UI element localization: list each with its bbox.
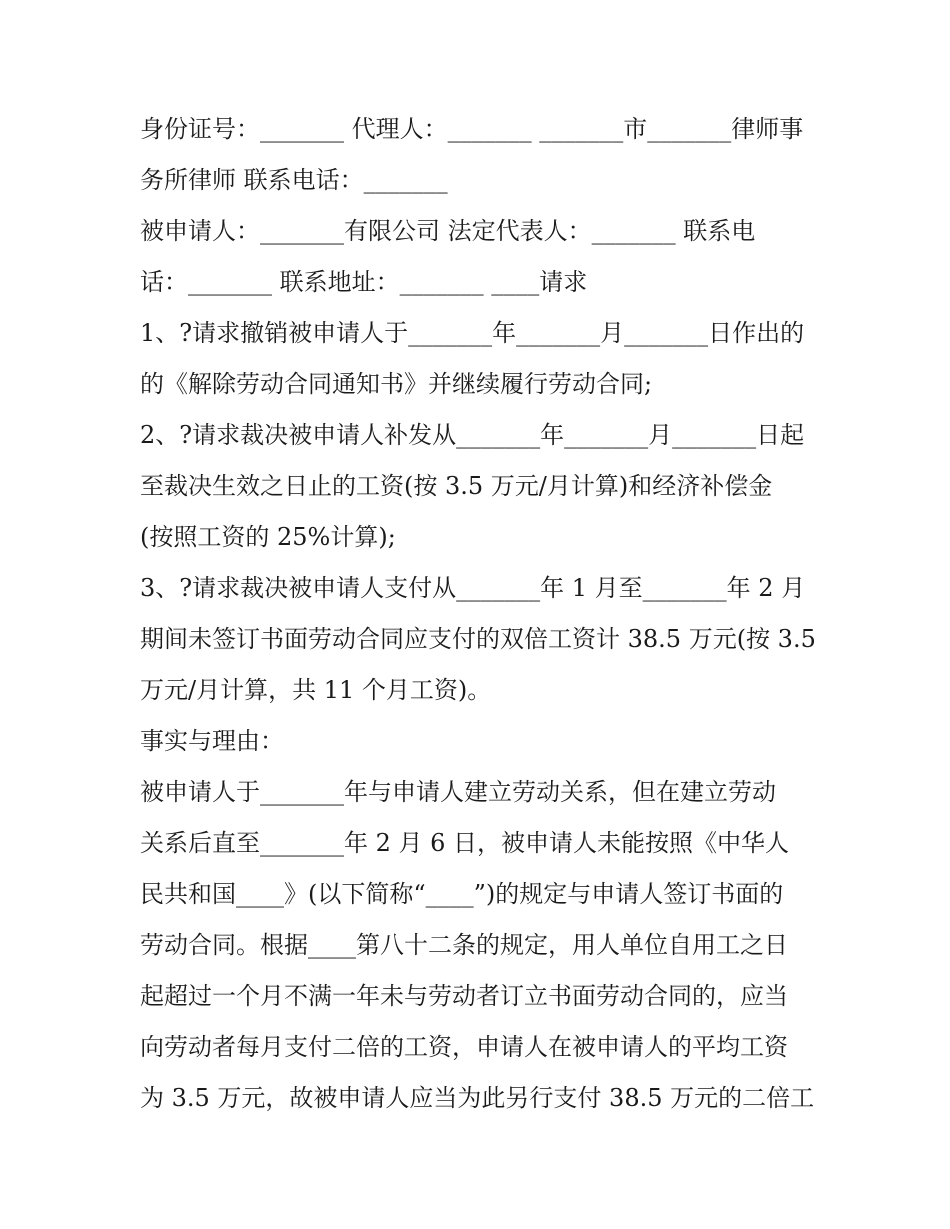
text-line: (按照工资的 25%计算);: [140, 523, 396, 551]
request-item-2: 2、?请求裁决被申请人补发从_______年_______月_______日起: [140, 421, 805, 449]
text-line: 万元/月计算，共 11 个月工资)。: [140, 676, 492, 704]
section-heading: 事实与理由：: [140, 727, 284, 755]
text-line: 民共和国____》(以下简称“____”)的规定与申请人签订书面的: [140, 880, 784, 908]
text-line: 向劳动者每月支付二倍的工资，申请人在被申请人的平均工资: [140, 1033, 788, 1061]
document-body: [140, 104, 820, 1124]
text-line: 的《解除劳动合同通知书》并继续履行劳动合同;: [140, 370, 653, 398]
text-line: 话：_______ 联系地址：_______ ____请求: [140, 268, 588, 296]
text-line: 期间未签订书面劳动合同应支付的双倍工资计 38.5 万元(按 3.5: [140, 625, 816, 653]
text-line: 被申请人于_______年与申请人建立劳动关系，但在建立劳动: [140, 778, 776, 806]
text-line: 至裁决生效之日止的工资(按 3.5 万元/月计算)和经济补偿金: [140, 472, 773, 500]
text-line: 起超过一个月不满一年未与劳动者订立书面劳动合同的，应当: [140, 982, 788, 1010]
text-line: 被申请人：_______有限公司 法定代表人：_______ 联系电: [140, 217, 756, 245]
text-line: 身份证号：_______ 代理人：_______ _______市_______律师事: [140, 115, 804, 143]
text-line: 务所律师 联系电话：_______: [140, 166, 448, 194]
request-item-3: 3、?请求裁决被申请人支付从_______年 1 月至_______年 2 月: [140, 574, 806, 602]
text-line: 为 3.5 万元，故被申请人应当为此另行支付 38.5 万元的二倍工: [140, 1084, 815, 1112]
text-line: 关系后直至_______年 2 月 6 日，被申请人未能按照《中华人: [140, 829, 790, 857]
request-item-1: 1、?请求撤销被申请人于_______年_______月_______日作出的: [140, 319, 805, 347]
text-line: 劳动合同。根据____第八十二条的规定，用人单位自用工之日: [140, 931, 788, 959]
